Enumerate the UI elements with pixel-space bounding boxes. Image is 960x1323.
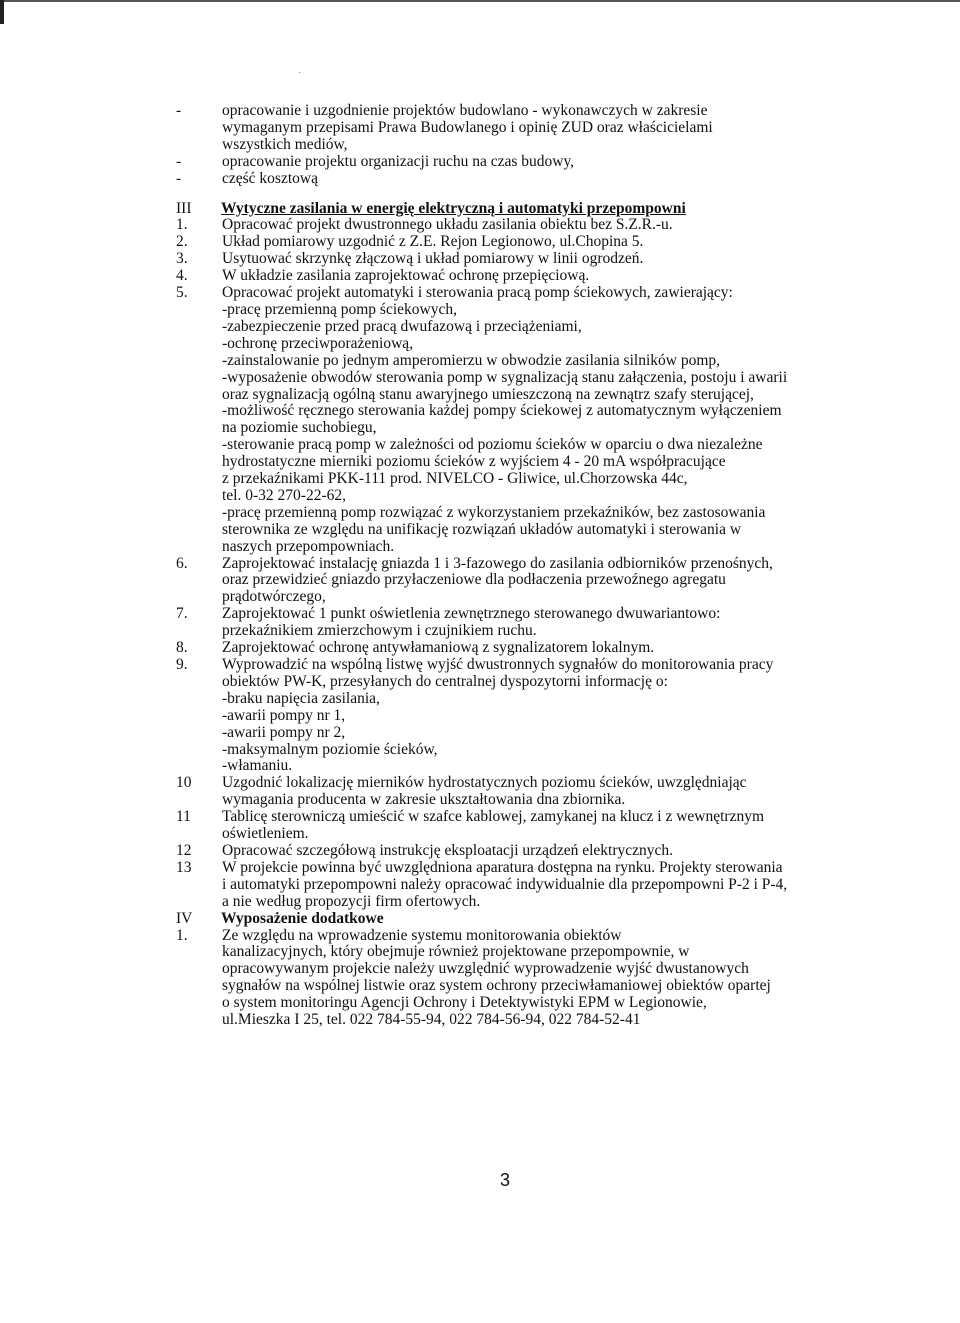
list-item-text (221, 217, 856, 234)
list-marker: 1. (176, 926, 188, 944)
text-line: W projekcie powinna być uwzględniona aparatura dostępna na rynku. Projekty sterowania (222, 858, 783, 876)
section-3-item (176, 268, 856, 285)
text-line: naszych przepompowniach. (222, 537, 395, 555)
text-line: oraz sygnalizacją ogólną stanu awaryjnego umieszczoną na zewnątrz szafy sterującej, (222, 385, 754, 403)
text-line: -wyposażenie obwodów sterowania pomp w sygnalizacją stanu załączenia, postoju i awarii (222, 368, 788, 386)
text-line: tel. 0-32 270-22-62, (222, 486, 346, 504)
list-item-text (221, 234, 856, 251)
text-line: -awarii pompy nr 1, (222, 706, 346, 724)
section-3-heading (176, 201, 856, 218)
text-line: część kosztową (222, 169, 318, 187)
text-line: Ze względu na wprowadzenie systemu monitorowania obiektów (222, 926, 622, 944)
section-3-item (176, 285, 856, 556)
text-line: z przekaźnikami PKK-111 prod. NIVELCO - Gliwice, ul.Chorzowska 44c, (222, 470, 688, 488)
text-line: wymagania producenta w zakresie ukształtowania dna zbiornika. (222, 791, 626, 809)
list-marker: - (176, 152, 182, 170)
section-3-item (176, 606, 856, 640)
text-line: wszystkich mediów, (222, 135, 348, 153)
text-line: -braku napięcia zasilania, (222, 689, 380, 707)
text-line: -zabezpieczenie przed pracą dwufazową i przeciążeniami, (222, 317, 582, 335)
text-line: ul.Mieszka I 25, tel. 022 784-55-94, 022 784-56-94, 022 784-52-41 (222, 1011, 641, 1029)
list-marker: 12 (176, 841, 192, 859)
text-line: o system monitoringu Agencji Ochrony i Detektywistyki EPM w Legionowie, (222, 994, 707, 1012)
list-item-text (221, 251, 856, 268)
text-line: na poziomie suchobiegu, (222, 419, 377, 437)
text-line: opracowanie projektu organizacji ruchu na czas budowy, (222, 152, 575, 170)
list-item-text (221, 268, 856, 285)
text-line: -zainstalowanie po jednym amperomierzu w obwodzie zasilania silników pomp, (222, 351, 721, 369)
text-line: -pracę przemienną pomp rozwiązać z wykorzystaniem przekaźników, bez zastosowania (222, 503, 766, 521)
section-4-item (176, 928, 856, 1029)
list-marker: 13 (176, 858, 192, 876)
text-line: Wyprowadzić na wspólną listwę wyjść dwustronnych sygnałów do monitorowania pracy (222, 656, 774, 673)
list-marker: 6. (176, 554, 188, 572)
list-marker: 4. (176, 267, 188, 285)
section-3-item (176, 860, 856, 911)
list-item-text (221, 285, 856, 556)
text-line: a nie według propozycji firm ofertowych. (222, 892, 481, 910)
list-item-text (221, 103, 856, 154)
list-marker: - (176, 102, 182, 119)
section-3-item (176, 843, 856, 860)
list-item-text (221, 843, 856, 860)
list-item-text (221, 860, 856, 911)
text-line: Zaprojektować ochronę antywłamaniową z sygnalizatorem lokalnym. (222, 639, 655, 657)
section-numeral: IV (176, 909, 193, 927)
text-line: -maksymalnym poziomie ścieków, (222, 740, 438, 758)
section-3-item (176, 640, 856, 657)
list-item-text (221, 809, 856, 843)
text-line: hydrostatyczne mierniki poziomu ścieków z wyjściem 4 - 20 mA współpracujące (222, 453, 726, 471)
section-4-list (176, 928, 856, 1029)
text-line: przekaźnikiem zmierzchowym i czujnikiem ruchu. (222, 622, 537, 640)
section-3-item (176, 556, 856, 607)
text-line: Zaprojektować 1 punkt oświetlenia zewnętrznego sterowanego dwuwariantowo: (222, 605, 721, 623)
list-item-text (221, 657, 856, 775)
list-marker: 9. (176, 656, 188, 673)
text-line: -możliwość ręcznego sterowania każdej pompy ściekowej z automatycznym wyłączeniem (222, 402, 782, 420)
section-3-item (176, 809, 856, 843)
list-item-text (221, 606, 856, 640)
list-item-text (221, 556, 856, 607)
text-line: -awarii pompy nr 2, (222, 723, 346, 741)
text-line: Opracować projekt dwustronnego układu zasilania obiektu bez S.Z.R.-u. (222, 216, 673, 234)
list-item-text (221, 640, 856, 657)
list-marker: 10 (176, 774, 192, 792)
intro-item (176, 103, 856, 154)
list-marker: 1. (176, 216, 188, 234)
list-marker: 3. (176, 250, 188, 268)
text-line: Układ pomiarowy uzgodnić z Z.E. Rejon Legionowo, ul.Chopina 5. (222, 233, 644, 251)
section-4-heading (176, 911, 856, 928)
text-line: prądotwórczego, (222, 588, 326, 606)
section-3-item (176, 657, 856, 775)
intro-item (176, 154, 856, 171)
scan-edge-top (0, 0, 960, 2)
text-line: Uzgodnić lokalizację mierników hydrostatycznych poziomu ścieków, uwzględniając (222, 774, 747, 792)
text-line: kanalizacyjnych, który obejmuje również projektowane przepompownie, w (222, 943, 690, 961)
section-3-item (176, 775, 856, 809)
section-3-list (176, 217, 856, 910)
text-line: -ochronę przeciwporażeniową, (222, 334, 414, 352)
text-line: W układzie zasilania zaprojektować ochronę przepięciową. (222, 267, 590, 285)
scan-mark: · (298, 68, 302, 79)
intro-item (176, 171, 856, 188)
document-body (176, 103, 856, 1029)
list-marker: 7. (176, 605, 188, 623)
text-line: i automatyki przepompowni należy opracować indywidualnie dla przepompowni P-2 i P-4, (222, 875, 788, 893)
list-marker: 2. (176, 233, 188, 251)
scan-edge-left (0, 0, 4, 24)
list-marker: 8. (176, 639, 188, 657)
list-item-text (221, 928, 856, 1029)
list-item-text (221, 775, 856, 809)
text-line: Tablicę sterowniczą umieścić w szafce kablowej, zamykanej na klucz i z wewnętrznym (222, 808, 765, 826)
list-marker: 11 (176, 808, 191, 826)
list-marker: 5. (176, 284, 188, 302)
text-line: Opracować projekt automatyki i sterowania pracą pomp ściekowych, zawierający: (222, 284, 733, 302)
intro-list (176, 103, 856, 188)
list-marker: - (176, 169, 182, 187)
section-title: Wyposażenie dodatkowe (221, 909, 384, 927)
section-title: Wytyczne zasilania w energię elektryczną i automatyki przepompowni (221, 199, 686, 217)
text-line: sygnałów na wspólnej listwie oraz system ochrony przeciwłamaniowej obiektów opartej (222, 977, 771, 995)
text-line: Zaprojektować instalację gniazda 1 i 3-fazowego do zasilania odbiorników przenośnych, (222, 554, 773, 572)
text-line: opracowywanym projekcie należy uwzględnić wyprowadzenie wyjść dwustanowych (222, 960, 749, 978)
text-line: oświetleniem. (222, 825, 309, 843)
text-line: opracowanie i uzgodnienie projektów budowlano - wykonawczych w zakresie (222, 102, 708, 119)
section-numeral: III (176, 199, 192, 217)
text-line: -włamaniu. (222, 757, 293, 775)
section-3-item (176, 217, 856, 234)
list-item-text (221, 154, 856, 171)
section-3-item (176, 251, 856, 268)
text-line: -pracę przemienną pomp ściekowych, (222, 300, 457, 318)
text-line: Opracować szczegółową instrukcję eksploatacji urządzeń elektrycznych. (222, 841, 673, 859)
text-line: oraz przewidzieć gniazdo przyłaczeniowe dla podłaczenia przewoźnego agregatu (222, 571, 726, 589)
text-line: -sterowanie pracą pomp w zależności od poziomu ścieków w oparciu o dwa niezależne (222, 436, 763, 454)
page-number: 3 (499, 1170, 510, 1190)
list-item-text (221, 171, 856, 188)
text-line: obiektów PW-K, przesyłanych do centralnej dyspozytorni informację o: (222, 672, 668, 690)
text-line: wymaganym przepisami Prawa Budowlanego i opinię ZUD oraz właścicielami (222, 118, 713, 136)
text-line: sterownika ze względu na unifikację rozwiązań układów automatyki i sterowania w (222, 520, 742, 538)
section-3-item (176, 234, 856, 251)
text-line: Usytuować skrzynkę złączową i układ pomiarowy w linii ogrodzeń. (222, 250, 644, 268)
